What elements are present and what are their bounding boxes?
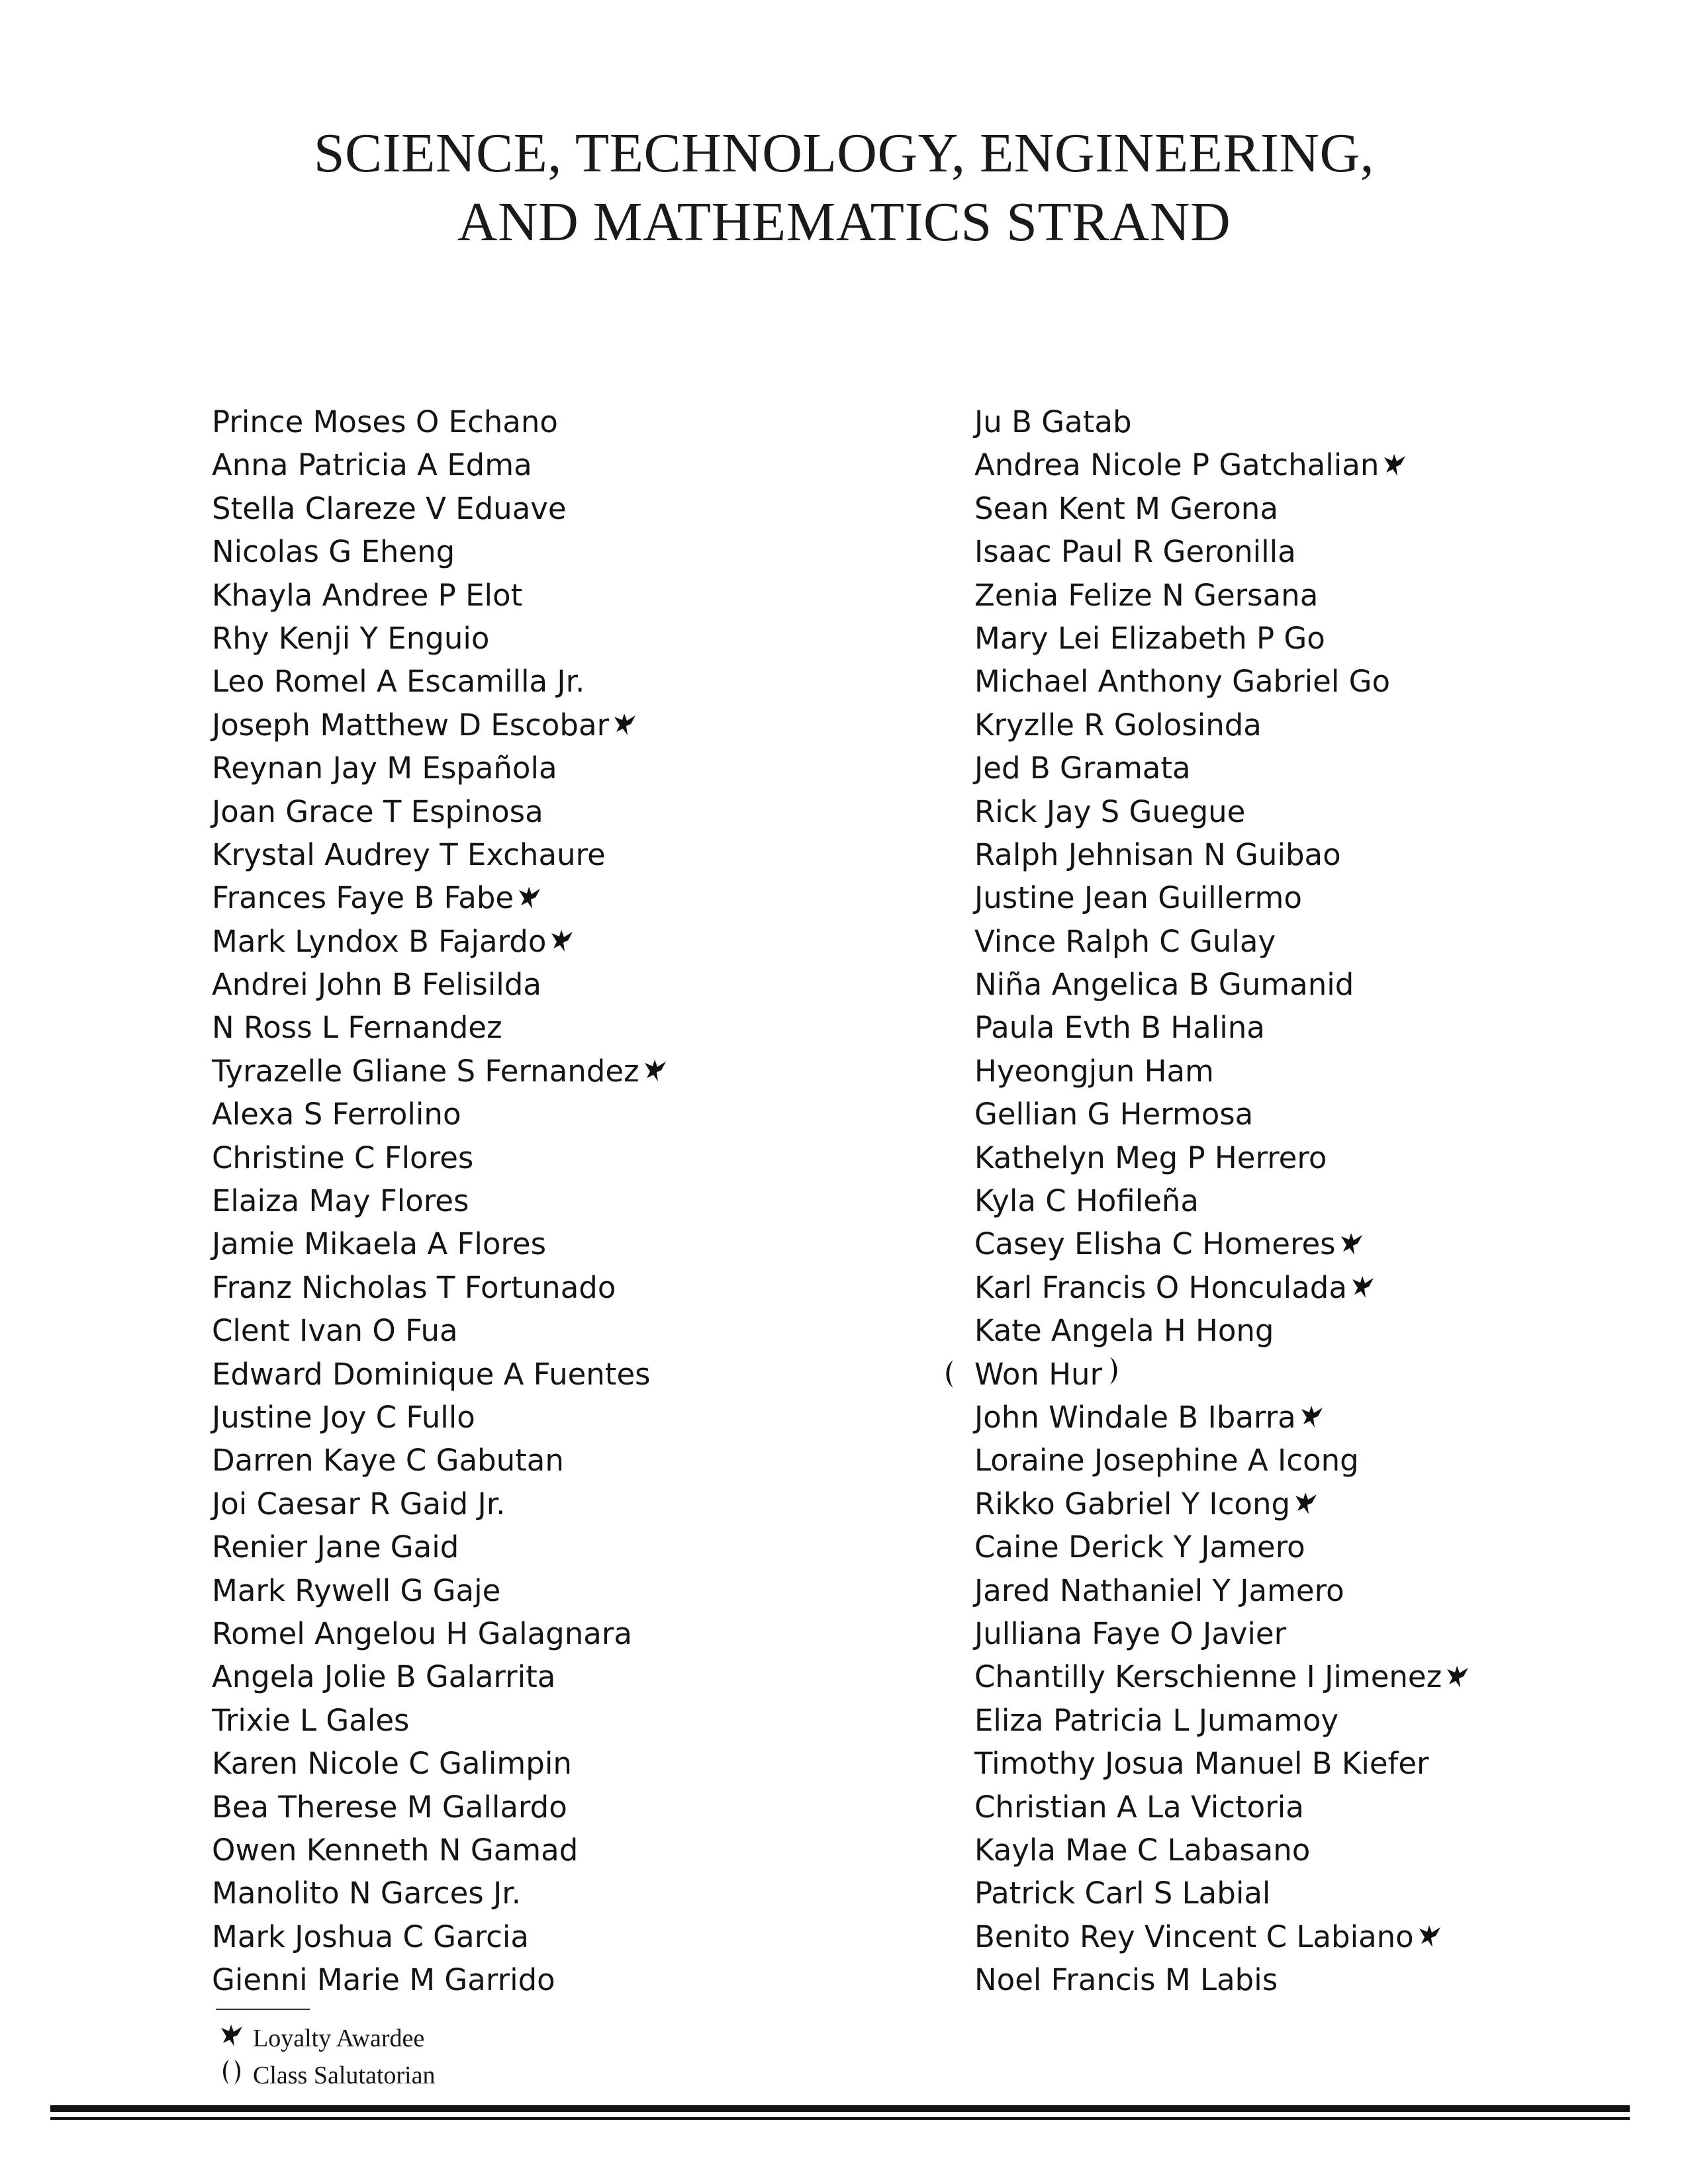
legend-divider — [216, 2009, 310, 2010]
name-text: Niña Angelica B Gumanid — [974, 967, 1354, 1003]
name-entry — [974, 1050, 1471, 1093]
name-text: N Ross L Fernandez — [212, 1010, 502, 1046]
name-text: Justine Jean Guillermo — [974, 880, 1302, 916]
name-entry — [974, 1915, 1471, 1958]
name-text: Ralph Jehnisan N Guibao — [974, 837, 1341, 872]
name-text: Sean Kent M Gerona — [974, 490, 1278, 526]
name-text: Alexa S Ferrolino — [212, 1097, 461, 1132]
name-entry — [974, 1179, 1471, 1222]
name-entry — [212, 1742, 669, 1785]
name-entry — [974, 1136, 1471, 1179]
name-entry — [212, 617, 669, 660]
name-text: Stella Clareze V Eduave — [212, 490, 567, 526]
legend — [218, 2020, 435, 2094]
name-entry — [974, 530, 1471, 573]
eagle-icon — [549, 922, 575, 965]
name-text: Andrei John B Felisilda — [212, 967, 541, 1003]
name-text: Loraine Josephine A Icong — [974, 1443, 1359, 1479]
name-entry — [212, 876, 669, 919]
name-text: Rikko Gabriel Y Icong — [974, 1486, 1291, 1522]
name-entry — [974, 704, 1471, 747]
name-text: Zenia Felize N Gersana — [974, 577, 1319, 613]
name-entry — [974, 1655, 1471, 1698]
name-entry — [212, 1136, 669, 1179]
legend-item-salutatorian — [218, 2057, 435, 2094]
name-text: Karen Nicole C Galimpin — [212, 1746, 572, 1782]
name-text: Tyrazelle Gliane S Fernandez — [212, 1053, 639, 1089]
laurel-left-icon — [941, 1358, 956, 1401]
name-entry — [212, 1958, 669, 2001]
eagle-icon — [1444, 1658, 1471, 1701]
name-text: Eliza Patricia L Jumamoy — [974, 1702, 1338, 1738]
name-text: Casey Elisha C Homeres — [974, 1226, 1336, 1262]
name-text: Vince Ralph C Gulay — [974, 923, 1276, 959]
name-entry — [212, 1396, 669, 1439]
eagle-icon — [1293, 1484, 1319, 1527]
name-text: Joi Caesar R Gaid Jr. — [212, 1486, 506, 1522]
name-entry — [974, 1482, 1471, 1525]
name-entry — [212, 1179, 669, 1222]
name-text: Hyeongjun Ham — [974, 1053, 1214, 1089]
name-entry — [974, 1222, 1471, 1265]
laurel-icon — [218, 2058, 253, 2097]
name-text: Clent Ivan O Fua — [212, 1313, 458, 1349]
name-text: Christine C Flores — [212, 1140, 474, 1175]
name-text: Jed B Gramata — [974, 751, 1191, 786]
name-text: Justine Joy C Fullo — [212, 1399, 475, 1435]
eagle-icon — [516, 879, 543, 922]
name-text: Rick Jay S Guegue — [974, 794, 1246, 829]
name-entry — [974, 920, 1471, 963]
name-text: Ju B Gatab — [974, 404, 1132, 439]
name-text: Kayla Mae C Labasano — [974, 1832, 1311, 1868]
name-entry — [212, 530, 669, 573]
laurel-right-icon — [1107, 1355, 1122, 1398]
name-entry — [212, 790, 669, 833]
name-text: Mark Joshua C Garcia — [212, 1919, 529, 1954]
name-text: Krystal Audrey T Exchaure — [212, 837, 606, 872]
name-entry — [212, 487, 669, 530]
name-entry — [974, 1612, 1471, 1655]
name-entry — [974, 1093, 1471, 1136]
name-text: Gellian G Hermosa — [974, 1097, 1254, 1132]
name-text: Won Hur — [974, 1356, 1103, 1392]
name-entry — [974, 1266, 1471, 1309]
name-text: Christian A La Victoria — [974, 1789, 1304, 1825]
name-entry — [212, 747, 669, 790]
name-entry — [212, 1786, 669, 1829]
name-entry — [974, 660, 1471, 703]
name-text: Benito Rey Vincent C Labiano — [974, 1919, 1414, 1954]
name-text: Jamie Mikaela A Flores — [212, 1226, 547, 1262]
name-text: Edward Dominique A Fuentes — [212, 1356, 651, 1392]
name-text: Angela Jolie B Galarrita — [212, 1659, 556, 1695]
eagle-icon — [612, 705, 638, 749]
name-entry — [974, 443, 1471, 486]
eagle-icon — [1350, 1268, 1376, 1311]
name-text: Kate Angela H Hong — [974, 1313, 1274, 1349]
name-text: Trixie L Gales — [212, 1702, 410, 1738]
name-entry — [974, 1829, 1471, 1872]
name-entry — [212, 1525, 669, 1569]
name-entry — [212, 1915, 669, 1958]
name-entry — [212, 1612, 669, 1655]
name-entry — [212, 1699, 669, 1742]
eagle-icon — [1338, 1225, 1365, 1268]
name-text: Mary Lei Elizabeth P Go — [974, 620, 1325, 656]
name-entry — [212, 1093, 669, 1136]
name-text: Nicolas G Eheng — [212, 534, 455, 570]
name-entry — [212, 1050, 669, 1093]
name-text: John Windale B Ibarra — [974, 1399, 1296, 1435]
name-text: Michael Anthony Gabriel Go — [974, 664, 1391, 700]
name-entry — [212, 443, 669, 486]
name-text: Paula Evth B Halina — [974, 1010, 1265, 1046]
name-text: Chantilly Kerschienne I Jimenez — [974, 1659, 1442, 1695]
name-entry — [974, 1699, 1471, 1742]
name-text: Mark Lyndox B Fajardo — [212, 923, 547, 959]
footer-rule-thick — [50, 2105, 1630, 2112]
name-text: Julliana Faye O Javier — [974, 1615, 1287, 1651]
name-entry — [212, 963, 669, 1006]
eagle-icon — [1382, 446, 1408, 489]
name-entry — [974, 790, 1471, 833]
name-text: Rhy Kenji Y Enguio — [212, 620, 490, 656]
name-entry — [212, 1872, 669, 1915]
name-text: Leo Romel A Escamilla Jr. — [212, 664, 585, 700]
name-text: Joan Grace T Espinosa — [212, 794, 543, 829]
name-entry — [974, 963, 1471, 1006]
name-entry — [212, 1482, 669, 1525]
name-entry — [974, 876, 1471, 919]
name-entry — [212, 920, 669, 963]
legend-item-loyalty — [218, 2020, 435, 2057]
name-entry — [212, 1829, 669, 1872]
name-text: Elaiza May Flores — [212, 1183, 469, 1219]
name-entry — [212, 833, 669, 876]
name-text: Kyla C Hofileña — [974, 1183, 1199, 1219]
name-entry — [212, 704, 669, 747]
name-text: Anna Patricia A Edma — [212, 447, 532, 483]
name-entry — [212, 1006, 669, 1049]
name-entry — [974, 747, 1471, 790]
legend-salutatorian-label: Class Salutatorian — [253, 2062, 436, 2089]
name-text: Kathelyn Meg P Herrero — [974, 1140, 1327, 1175]
name-text: Owen Kenneth N Gamad — [212, 1832, 579, 1868]
name-text: Joseph Matthew D Escobar — [212, 707, 610, 743]
name-text: Khayla Andree P Elot — [212, 577, 523, 613]
name-entry — [974, 1872, 1471, 1915]
name-entry — [212, 1266, 669, 1309]
name-text: Kryzlle R Golosinda — [974, 707, 1262, 743]
name-text: Timothy Josua Manuel B Kiefer — [974, 1746, 1429, 1782]
name-entry — [974, 1353, 1471, 1396]
name-text: Reynan Jay M Española — [212, 751, 557, 786]
name-entry — [974, 1309, 1471, 1352]
name-text: Noel Francis M Labis — [974, 1962, 1278, 1998]
name-entry — [974, 574, 1471, 617]
name-entry — [974, 1569, 1471, 1612]
name-text: Isaac Paul R Geronilla — [974, 534, 1296, 570]
name-text: Romel Angelou H Galagnara — [212, 1615, 632, 1651]
name-text: Prince Moses O Echano — [212, 404, 558, 439]
name-text: Patrick Carl S Labial — [974, 1876, 1271, 1911]
name-entry — [974, 400, 1471, 443]
name-text: Frances Faye B Fabe — [212, 880, 514, 916]
name-entry — [974, 1396, 1471, 1439]
eagle-icon — [642, 1052, 669, 1095]
name-text: Gienni Marie M Garrido — [212, 1962, 555, 1998]
name-text: Renier Jane Gaid — [212, 1529, 459, 1565]
name-text: Manolito N Garces Jr. — [212, 1876, 521, 1911]
name-entry — [974, 1006, 1471, 1049]
name-text: Franz Nicholas T Fortunado — [212, 1269, 616, 1305]
name-entry — [974, 1958, 1471, 2001]
name-entry — [974, 1525, 1471, 1569]
name-entry — [212, 574, 669, 617]
title-line-2: AND MATHEMATICS STRAND — [457, 191, 1231, 253]
name-text: Andrea Nicole P Gatchalian — [974, 447, 1380, 483]
name-entry — [212, 1309, 669, 1352]
name-entry — [974, 1742, 1471, 1785]
name-entry — [212, 1222, 669, 1265]
footer-rule-thin — [50, 2117, 1630, 2120]
name-text: Karl Francis O Honculada — [974, 1269, 1347, 1305]
name-text: Bea Therese M Gallardo — [212, 1789, 567, 1825]
name-entry — [212, 1569, 669, 1612]
name-text: Caine Derick Y Jamero — [974, 1529, 1305, 1565]
names-column-left — [212, 400, 669, 2001]
title-line-1: SCIENCE, TECHNOLOGY, ENGINEERING, — [313, 122, 1375, 184]
name-entry — [212, 1439, 669, 1482]
eagle-icon — [1299, 1398, 1325, 1441]
name-entry — [212, 400, 669, 443]
page-title — [0, 119, 1688, 257]
legend-loyalty-label: Loyalty Awardee — [253, 2025, 425, 2052]
name-entry — [974, 617, 1471, 660]
name-entry — [974, 1786, 1471, 1829]
eagle-icon — [218, 2022, 253, 2059]
name-entry — [212, 660, 669, 703]
name-entry — [974, 1439, 1471, 1482]
names-column-right — [974, 400, 1471, 2001]
name-entry — [974, 487, 1471, 530]
name-entry — [974, 833, 1471, 876]
name-entry — [212, 1655, 669, 1698]
name-text: Darren Kaye C Gabutan — [212, 1443, 564, 1479]
name-text: Jared Nathaniel Y Jamero — [974, 1572, 1344, 1608]
name-entry — [212, 1353, 669, 1396]
eagle-icon — [1417, 1917, 1443, 1960]
name-text: Mark Rywell G Gaje — [212, 1572, 501, 1608]
